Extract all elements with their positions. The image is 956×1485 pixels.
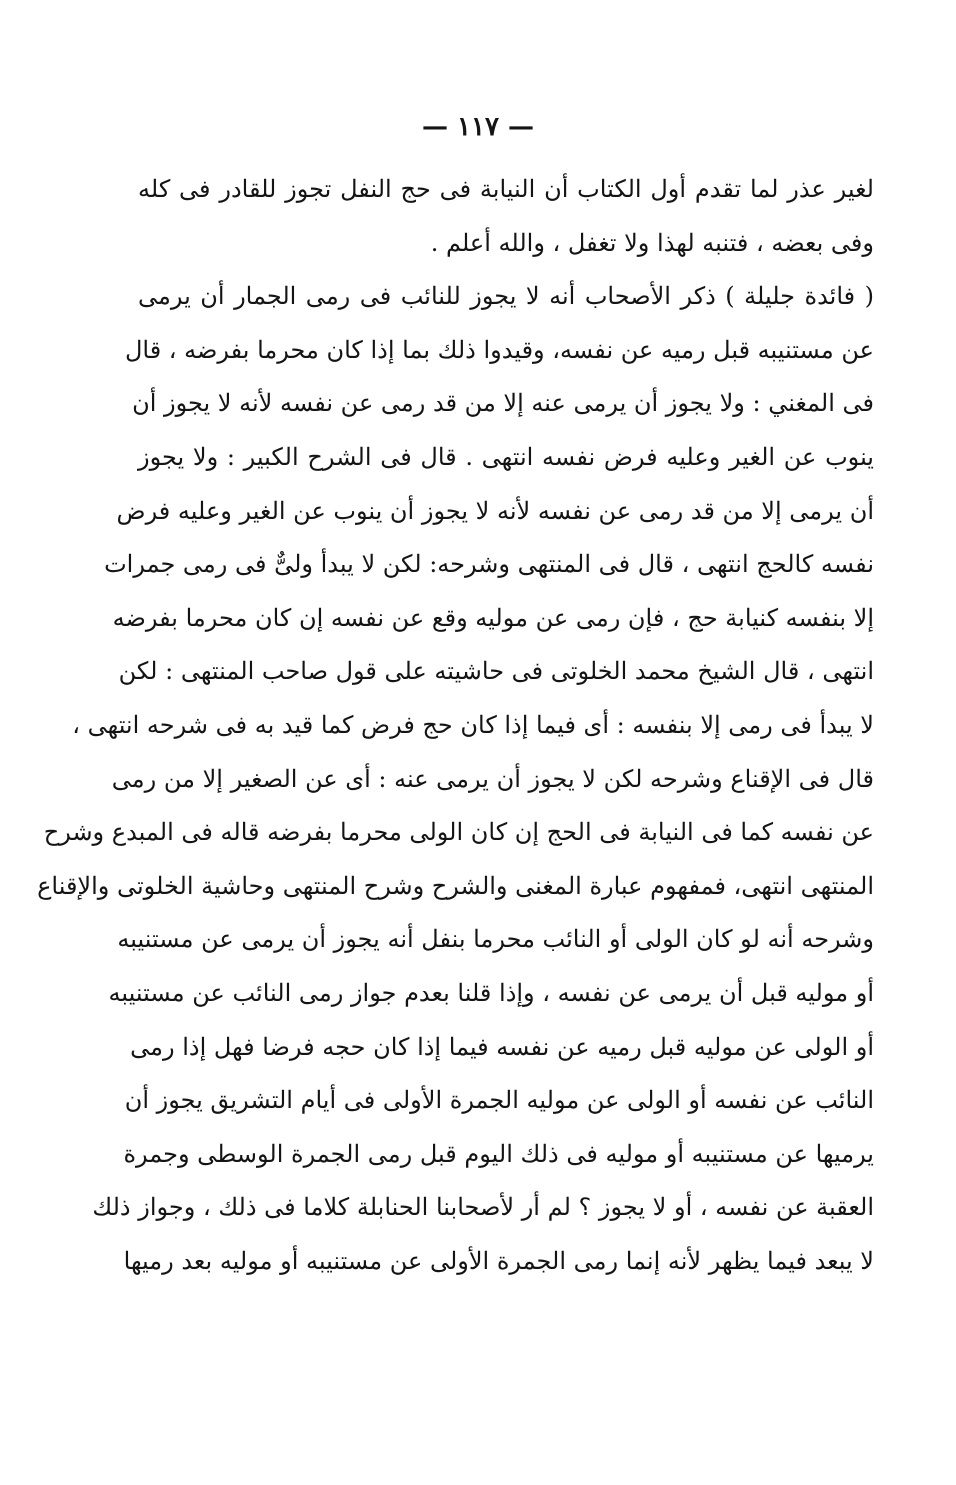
- text-line: انتهى ، قال الشيخ محمد الخلوتى فى حاشيته على قول صاحب المنتهى : لكن: [118, 657, 874, 686]
- body-text: [37, 163, 874, 1288]
- text-line: ( فائدة جليلة ) ذكر الأصحاب أنه لا يجوز للنائب فى رمى الجمار أن يرمى: [138, 282, 874, 311]
- text-line: المنتهى انتهى، فمفهوم عبارة المغنى والشرح وشرح المنتهى وحاشية الخلوتى والإقناع: [37, 871, 874, 900]
- text-line: وفى بعضه ، فتنبه لهذا ولا تغفل ، والله أعلم .: [430, 228, 874, 257]
- text-line: وشرحه أنه لو كان الولى أو النائب محرما بنفل أنه يجوز أن يرمى عن مستنيبه: [117, 925, 874, 954]
- text-line: فى المغني : ولا يجوز أن يرمى عنه إلا من قد رمى عن نفسه لأنه لا يجوز أن: [132, 389, 874, 418]
- text-line: أن يرمى إلا من قد رمى عن نفسه لأنه لا يجوز أن ينوب عن الغير وعليه فرض: [116, 496, 874, 525]
- text-line: لا يبدأ فى رمى إلا بنفسه : أى فيما إذا كان حج فرض كما قيد به فى شرحه انتهى ،: [72, 710, 874, 739]
- text-line: لا يبعد فيما يظهر لأنه إنما رمى الجمرة الأولى عن مستنيبه أو موليه بعد رميها: [123, 1246, 874, 1275]
- text-line: عن مستنيبه قبل رميه عن نفسه، وقيدوا ذلك بما إذا كان محرما بفرضه ، قال: [124, 335, 874, 364]
- text-line: أو موليه قبل أن يرمى عن نفسه ، وإذا قلنا بعدم جواز رمى النائب عن مستنيبه: [108, 978, 874, 1007]
- text-line: عن نفسه كما فى النيابة فى الحج إن كان الولى محرما بفرضه قاله فى المبدع وشرح: [43, 818, 874, 847]
- text-line: العقبة عن نفسه ، أو لا يجوز ؟ لم أر لأصحابنا الحنابلة كلاما فى ذلك ، وجواز ذلك: [92, 1193, 874, 1222]
- text-line: يرميها عن مستنيبه أو موليه فى ذلك اليوم قبل رمى الجمرة الوسطى وجمرة: [123, 1139, 874, 1168]
- page-number: — ١١٧ —: [421, 112, 535, 142]
- text-line: لغير عذر لما تقدم أول الكتاب أن النيابة فى حج النفل تجوز للقادر فى كله: [138, 175, 874, 203]
- text-line: إلا بنفسه كنيابة حج ، فإن رمى عن موليه وقع عن نفسه إن كان محرما بفرضه: [112, 603, 874, 632]
- text-line: أو الولى عن موليه قبل رميه عن نفسه فيما إذا كان حجه فرضا فهل إذا رمى: [130, 1032, 874, 1061]
- text-line: النائب عن نفسه أو الولى عن موليه الجمرة الأولى فى أيام التشريق يجوز أن: [124, 1086, 874, 1115]
- text-line: نفسه كالحج انتهى ، قال فى المنتهى وشرحه: لكن لا يبدأ ولىٌّ فى رمى جمرات: [104, 550, 874, 579]
- text-line: قال فى الإقناع وشرحه لكن لا يجوز أن يرمى عنه : أى عن الصغير إلا من رمى: [111, 764, 874, 793]
- text-line: ينوب عن الغير وعليه فرض نفسه انتهى . قال فى الشرح الكبير : ولا يجوز: [138, 442, 874, 471]
